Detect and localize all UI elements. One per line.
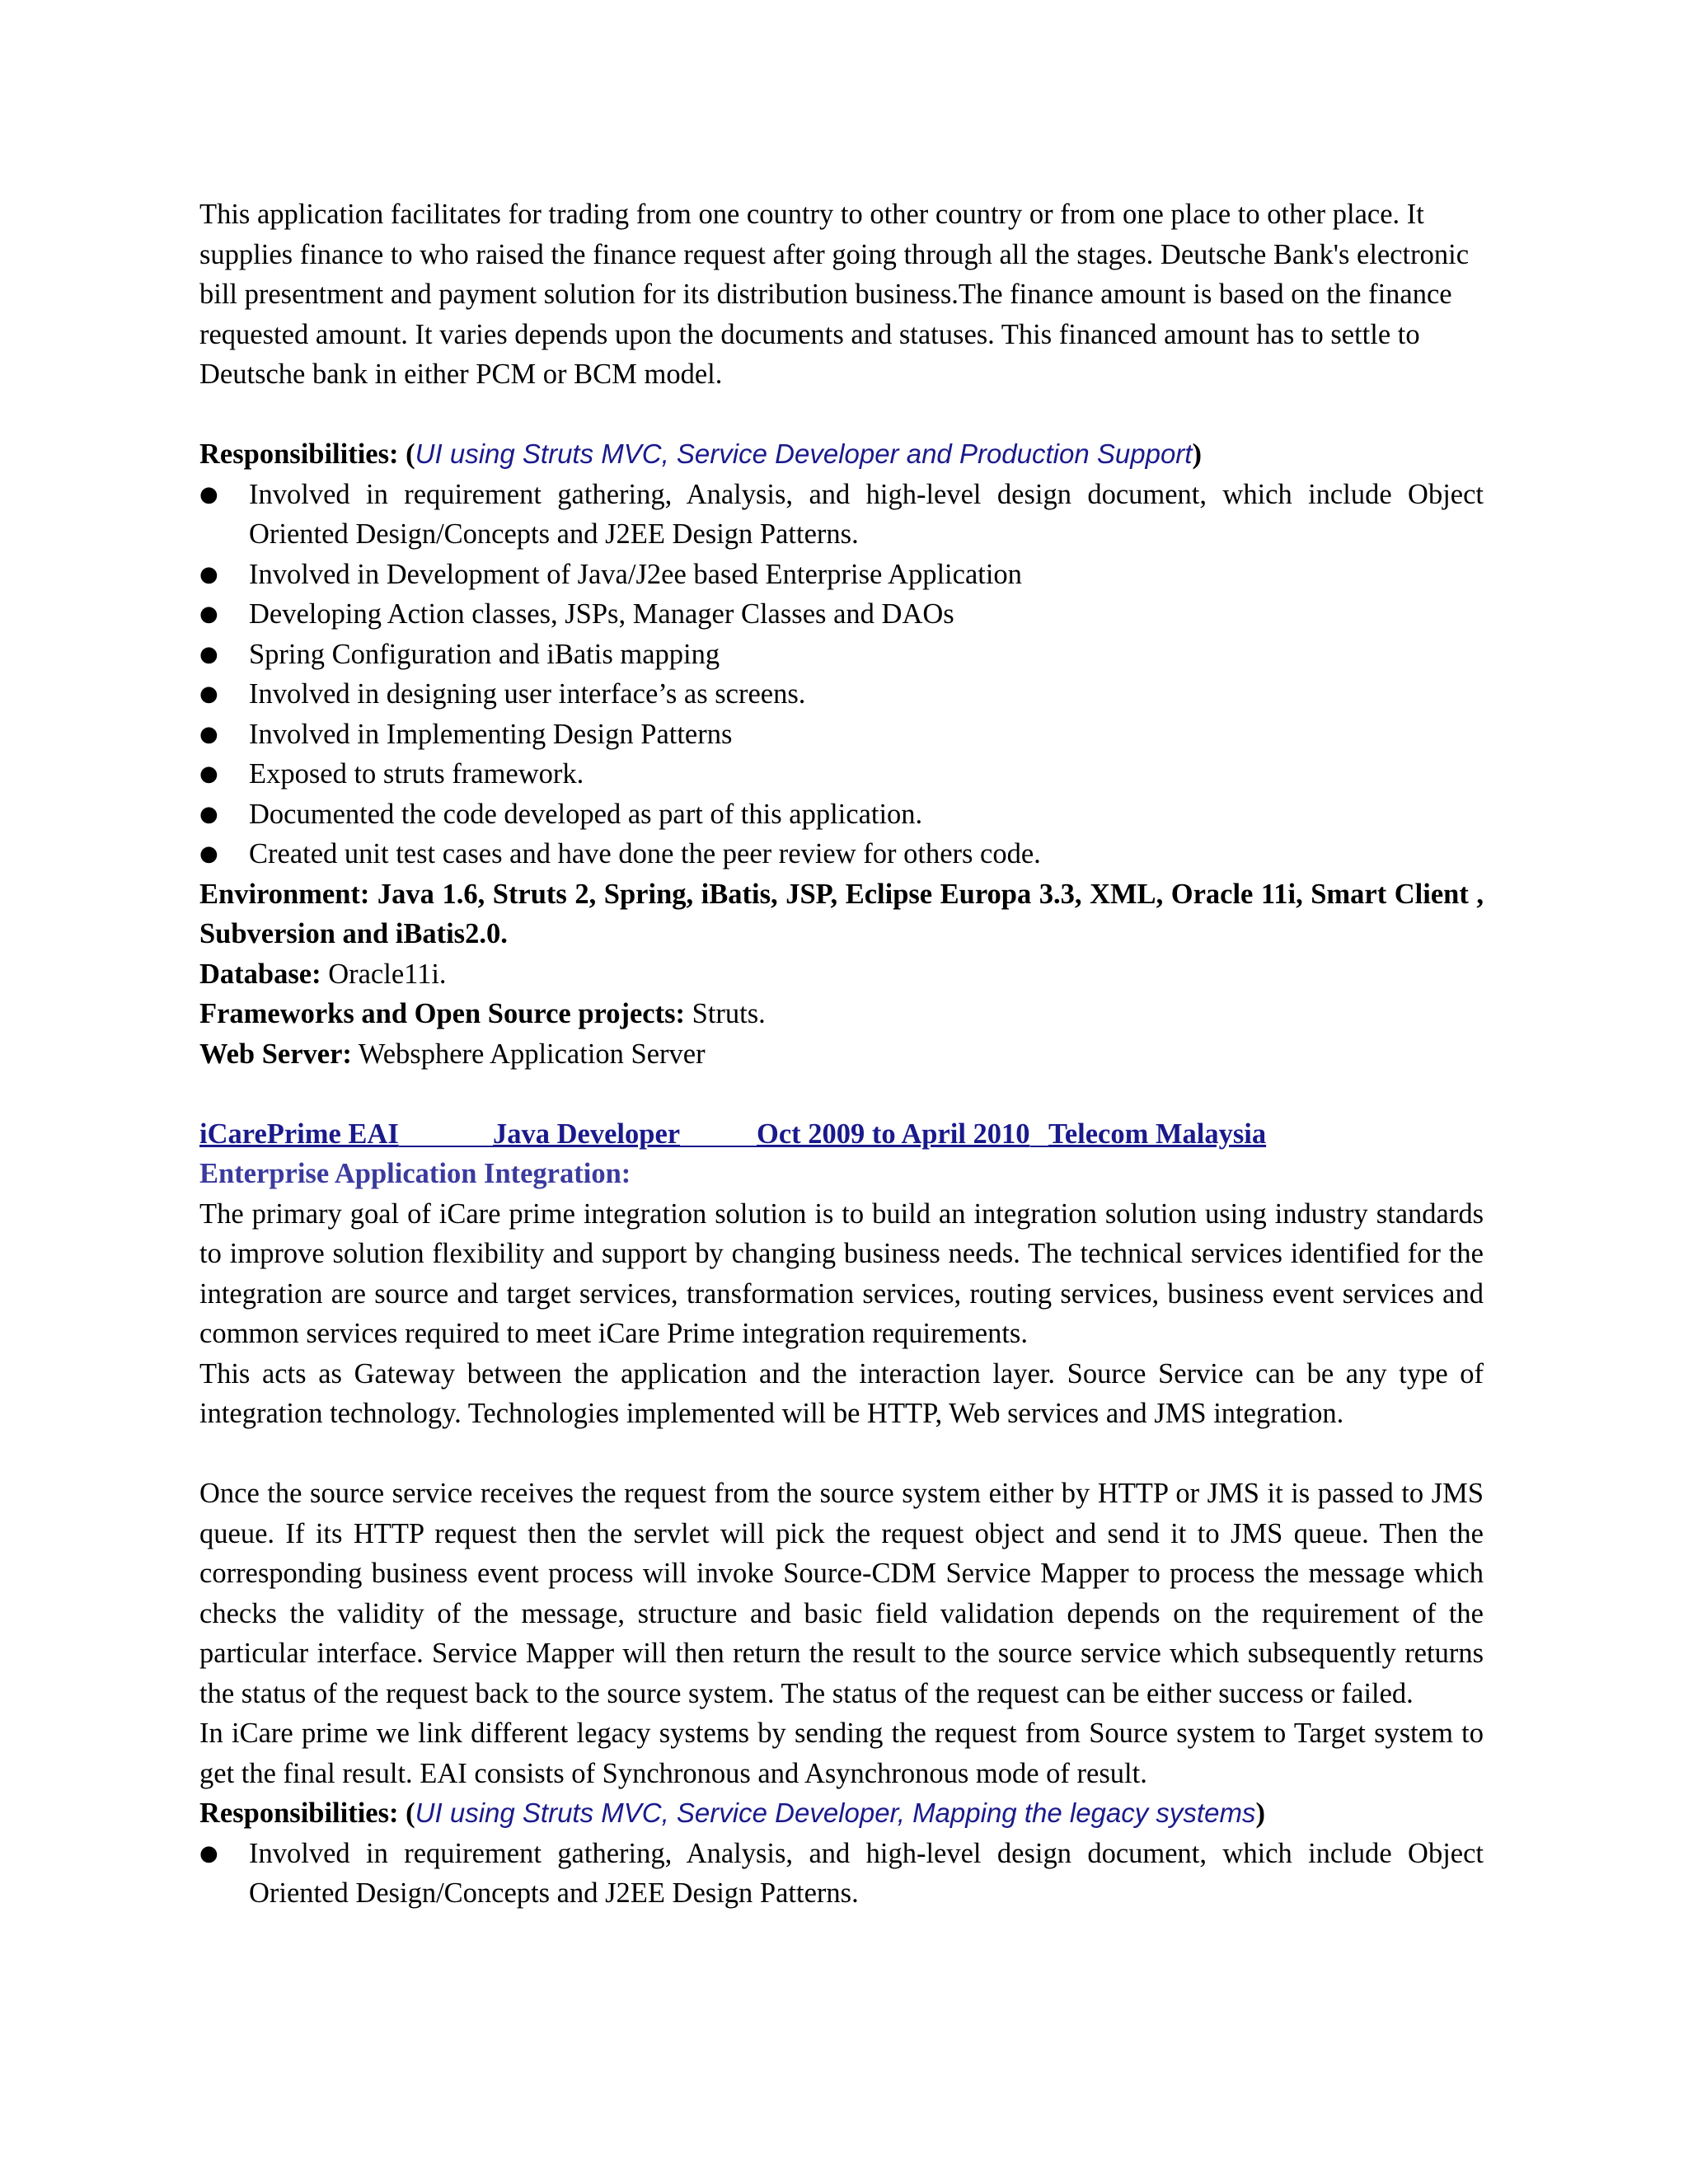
job-client: Telecom Malaysia	[1048, 1118, 1267, 1150]
bullet-icon: ●	[199, 602, 218, 626]
job-role: Java Developer	[493, 1118, 681, 1150]
job-subtitle: Enterprise Application Integration:	[199, 1158, 631, 1189]
bullet-icon: ●	[199, 801, 218, 827]
responsibilities-heading	[199, 434, 1484, 475]
webserver-value: Websphere Application Server	[351, 1038, 706, 1070]
list-item	[199, 475, 1484, 555]
open-paren: (	[406, 438, 415, 470]
list-item-text: Spring Configuration and iBatis mapping	[249, 638, 720, 670]
bullet-icon: ●	[199, 841, 218, 866]
close-paren: )	[1255, 1797, 1265, 1829]
database-line	[199, 954, 1484, 995]
header-underline-filler	[1030, 1146, 1048, 1147]
list-item	[199, 794, 1484, 835]
webserver-line	[199, 1034, 1484, 1075]
environment-line: Environment: Java 1.6, Struts 2, Spring, iBatis, JSP, Eclipse Europa 3.3, XML, Oracle 11i, Smart Client , Subversion and iBatis2.0.	[199, 878, 1484, 949]
job-header	[199, 1114, 1484, 1155]
list-item	[199, 555, 1484, 595]
responsibilities-list	[199, 475, 1484, 874]
list-item-text: Exposed to struts framework.	[249, 758, 584, 790]
bullet-icon: ●	[199, 1840, 218, 1866]
list-item	[199, 594, 1484, 635]
bullet-icon: ●	[199, 762, 218, 786]
frameworks-value: Struts.	[685, 998, 766, 1029]
job-paragraph-1: The primary goal of iCare prime integration solution is to build an integration solution using industry standards to improve solution flexibility and support by changing business needs. The technical services identified for the integration are source and target services, transformation services, routing services, business event services and common services required to meet iCare Prime integration requirements.	[199, 1197, 1484, 1349]
open-paren: (	[406, 1797, 415, 1829]
list-item	[199, 1834, 1484, 1914]
spacer	[199, 1074, 1484, 1114]
list-item-text: Involved in requirement gathering, Analysis, and high-level design document, which include Object Oriented Design/Concepts and J2EE Design Patterns.	[249, 1837, 1484, 1909]
job-responsibilities-heading	[199, 1793, 1484, 1834]
responsibilities-label: Responsibilities:	[199, 1797, 399, 1829]
database-value: Oracle11i.	[321, 958, 447, 990]
responsibilities-scope: UI using Struts MVC, Service Developer and Production Support	[415, 438, 1193, 469]
bullet-icon: ●	[199, 682, 218, 706]
close-paren: )	[1192, 438, 1202, 470]
intro-paragraph: This application facilitates for trading from one country to other country or from one place to other place. It supplies finance to who raised the finance request after going through all the stages. Deutsche Bank's electronic bill presentment and payment solution for its distribution business.The finance amount is based on the finance requested amount. It varies depends upon the documents and statuses. This financed amount has to settle to Deutsche bank in either PCM or BCM model.	[199, 199, 1470, 390]
webserver-label: Web Server:	[199, 1038, 352, 1070]
job-responsibilities-list	[199, 1834, 1484, 1914]
list-item-text: Documented the code developed as part of this application.	[249, 798, 923, 830]
list-item-text: Involved in requirement gathering, Analysis, and high-level design document, which include Object Oriented Design/Concepts and J2EE Design Patterns.	[249, 478, 1484, 550]
list-item	[199, 674, 1484, 715]
responsibilities-scope: UI using Struts MVC, Service Developer, Mapping the legacy systems	[415, 1797, 1256, 1828]
job-period: Oct 2009 to April 2010	[757, 1118, 1030, 1150]
list-item-text: Created unit test cases and have done the peer review for others code.	[249, 838, 1041, 869]
spacer	[199, 395, 1484, 435]
header-underline-filler	[399, 1146, 493, 1147]
list-item	[199, 715, 1484, 755]
spacer	[199, 1434, 1484, 1474]
list-item	[199, 635, 1484, 675]
list-item	[199, 834, 1484, 874]
database-label: Database:	[199, 958, 321, 990]
job-project: iCarePrime EAI	[199, 1118, 399, 1150]
job-paragraph-2: This acts as Gateway between the application and the interaction layer. Source Service can be any type of integration technology. Technologies implemented will be HTTP, Web services and JMS integration.	[199, 1357, 1484, 1429]
list-item	[199, 754, 1484, 794]
bullet-icon: ●	[199, 721, 218, 747]
responsibilities-label: Responsibilities:	[199, 438, 399, 470]
header-underline-filler	[680, 1146, 757, 1147]
bullet-icon: ●	[199, 561, 218, 587]
frameworks-line	[199, 994, 1484, 1034]
document-page	[199, 194, 1484, 1914]
bullet-icon: ●	[199, 481, 218, 507]
list-item-text: Involved in designing user interface’s as screens.	[249, 678, 806, 710]
frameworks-label: Frameworks and Open Source projects:	[199, 998, 686, 1029]
list-item-text: Developing Action classes, JSPs, Manager Classes and DAOs	[249, 598, 954, 630]
list-item-text: Involved in Development of Java/J2ee based Enterprise Application	[249, 558, 1022, 590]
job-paragraph-3: Once the source service receives the request from the source system either by HTTP or JMS it is passed to JMS queue. If its HTTP request then the servlet will pick the request object and send it to JMS queue. Then the corresponding business event process will invoke Source-CDM Service Mapper to process the message which checks the validity of the message, structure and basic field validation depends on the requirement of the particular interface. Service Mapper will then return the result to the source service which subsequently returns the status of the request back to the source system. The status of the request can be either success or failed.	[199, 1478, 1484, 1709]
job-paragraph-4: In iCare prime we link different legacy systems by sending the request from Source system to Target system to get the final result. EAI consists of Synchronous and Asynchronous mode of result.	[199, 1718, 1484, 1789]
list-item-text: Involved in Implementing Design Patterns	[249, 718, 733, 750]
bullet-icon: ●	[199, 641, 218, 667]
